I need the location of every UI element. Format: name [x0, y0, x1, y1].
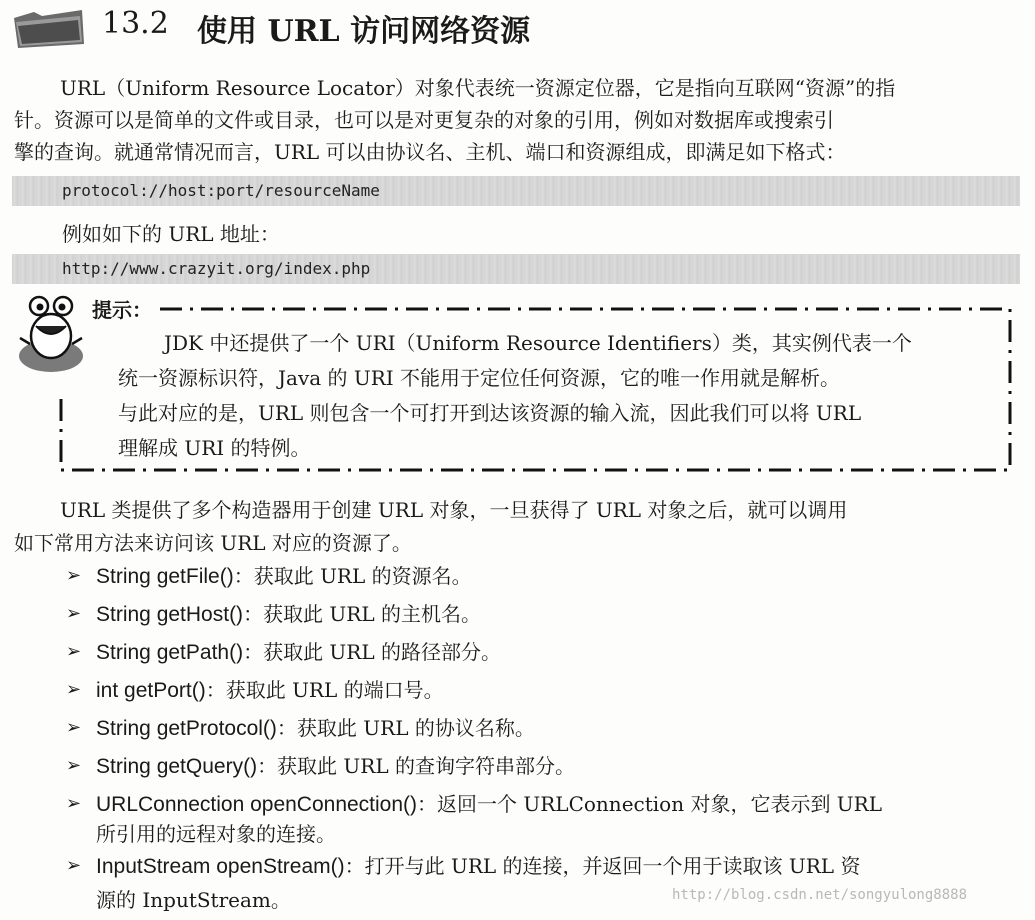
tip-line-1: JDK 中还提供了一个 URI（Uniform Resource Identifiers）类，其实例代表一个	[164, 331, 912, 355]
method-signature: int getPort()	[96, 679, 206, 702]
methods-intro-line-1: URL 类提供了多个构造器用于创建 URL 对象，一旦获得了 URL 对象之后，就可以调用	[60, 498, 848, 522]
method-signature: InputStream openStream()	[96, 855, 345, 878]
method-description: ：获取此 URL 的协议名称。	[276, 716, 535, 740]
methods-intro-line-2: 如下常用方法来访问该 URL 对应的资源了。	[14, 531, 412, 555]
intro-line-3: 擎的查询。就通常情况而言，URL 可以由协议名、主机、端口和资源组成，即满足如下格式：	[14, 140, 846, 164]
example-label: 例如如下的 URL 地址：	[62, 222, 280, 246]
method-signature: String getPath()	[96, 641, 244, 664]
method-description-continued: 所引用的远程对象的连接。	[96, 822, 336, 846]
bullet-arrow-icon: ➢	[66, 793, 82, 814]
method-signature: String getQuery()	[96, 755, 258, 778]
method-description: ：返回一个 URLConnection 对象，它表示到 URL	[417, 792, 882, 816]
method-description: ：获取此 URL 的查询字符串部分。	[257, 754, 575, 778]
bullet-arrow-icon: ➢	[66, 855, 82, 876]
intro-paragraph	[14, 72, 1020, 168]
method-description: ：获取此 URL 的资源名。	[233, 564, 472, 588]
list-item	[66, 788, 1026, 852]
section-number: 13.2	[102, 6, 169, 41]
frog-mascot-icon	[14, 292, 88, 376]
watermark: http://blog.csdn.net/songyulong8888	[672, 887, 968, 903]
tip-content	[118, 326, 998, 466]
section-title: 使用 URL 访问网络资源	[197, 14, 531, 49]
method-description: ：打开与此 URL 的连接，并返回一个用于读取该 URL 资	[344, 854, 861, 878]
method-description-continued: 源的 InputStream。	[96, 888, 291, 912]
method-signature: URLConnection openConnection()	[96, 793, 418, 816]
method-signature: String getHost()	[96, 603, 244, 626]
code-example-text: http://www.crazyit.org/index.php	[62, 259, 371, 278]
intro-line-1: URL（Uniform Resource Locator）对象代表统一资源定位器，它是指向互联网“资源”的指	[60, 76, 896, 100]
bullet-arrow-icon: ➢	[66, 717, 82, 738]
section-heading	[12, 0, 1022, 52]
methods-intro-paragraph	[14, 494, 1020, 560]
intro-line-2: 针。资源可以是简单的文件或目录，也可以是对更复杂的对象的引用，例如对数据库或搜索引	[14, 108, 834, 132]
tip-line-2: 统一资源标识符，Java 的 URI 不能用于定位任何资源，它的唯一作用就是解析。	[118, 366, 841, 390]
method-signature: String getFile()	[96, 565, 234, 588]
folder-icon	[12, 8, 86, 50]
bullet-arrow-icon: ➢	[66, 755, 82, 776]
method-description: ：获取此 URL 的路径部分。	[243, 640, 501, 664]
bullet-arrow-icon: ➢	[66, 679, 82, 700]
tip-label: 提示：	[92, 298, 152, 322]
code-format-text: protocol://host:port/resourceName	[62, 181, 380, 200]
method-description: ：获取此 URL 的主机名。	[243, 602, 481, 626]
bullet-arrow-icon: ➢	[66, 565, 82, 586]
method-description: ：获取此 URL 的端口号。	[205, 678, 444, 702]
bullet-arrow-icon: ➢	[66, 603, 82, 624]
method-signature: String getProtocol()	[96, 717, 277, 740]
tip-line-4: 理解成 URI 的特例。	[118, 436, 311, 460]
tip-line-3: 与此对应的是，URL 则包含一个可打开到达该资源的输入流，因此我们可以将 URL	[118, 401, 862, 425]
bullet-arrow-icon: ➢	[66, 641, 82, 662]
list-item	[66, 850, 1026, 914]
